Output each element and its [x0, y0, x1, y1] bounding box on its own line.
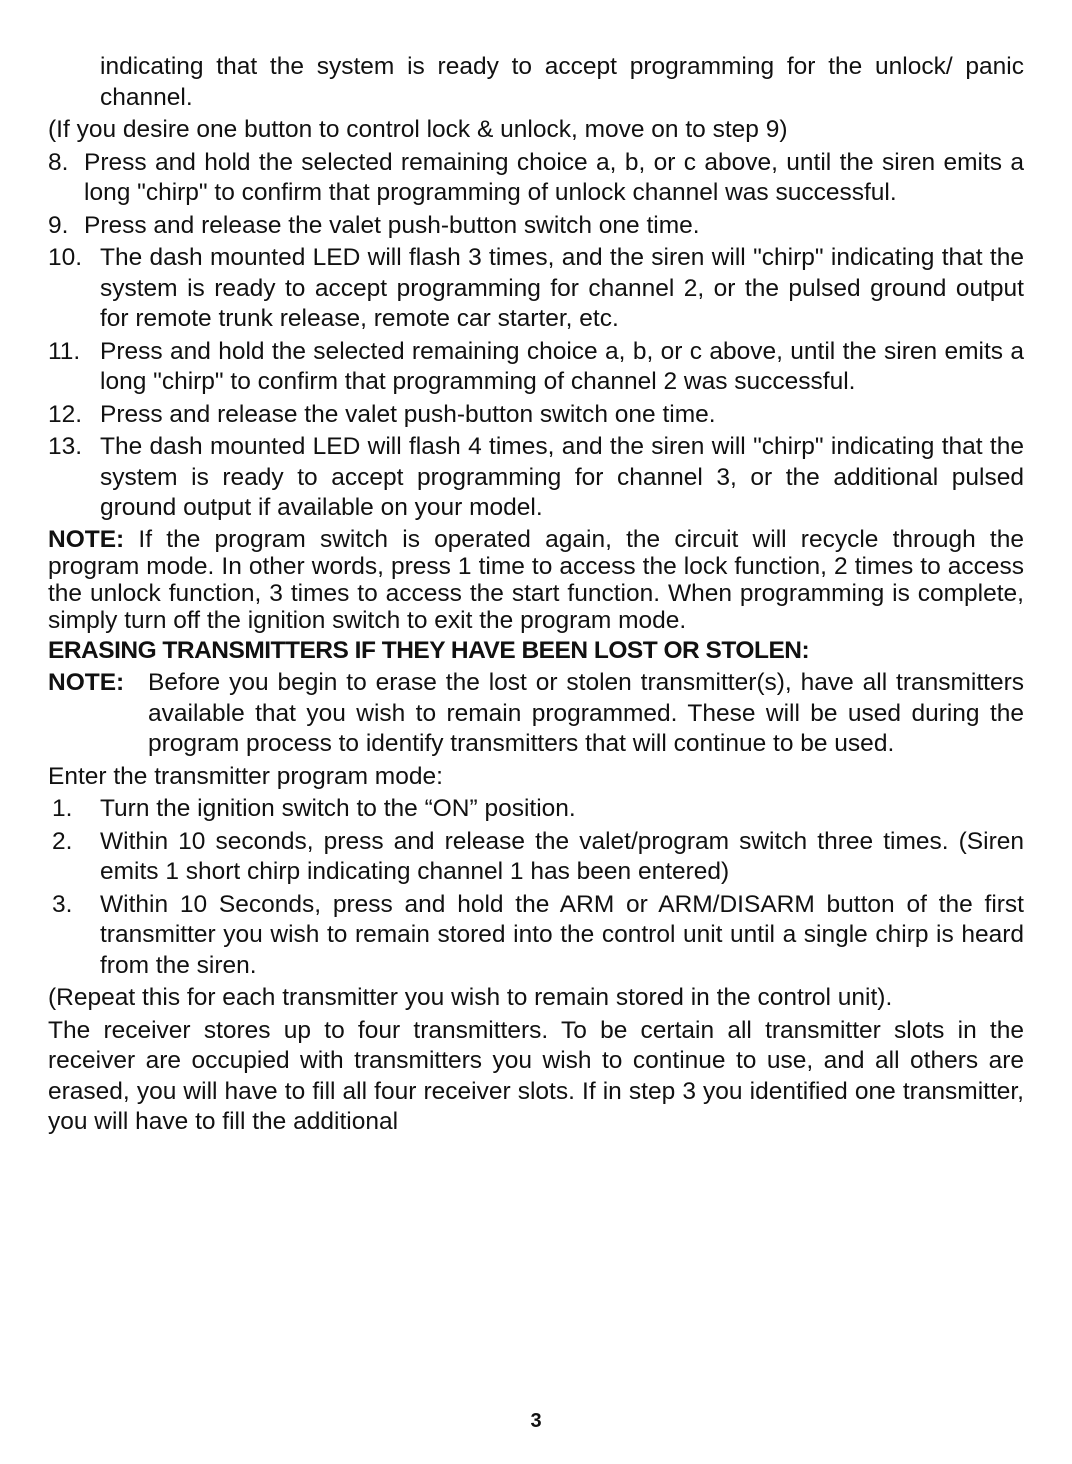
note-label: NOTE: — [48, 669, 125, 696]
erase-step-3 — [48, 890, 1024, 982]
page-number: 3 — [530, 1410, 542, 1432]
step-text: Press and hold the selected remaining choice a, b, or c above, until the siren emits a long "chirp" to confirm that programming of channel 2 was successful. — [100, 337, 1024, 395]
step-text: Within 10 seconds, press and release the valet/program switch three times. (Siren emits 1 short chirp indicating channel 1 has been entered) — [100, 827, 1024, 885]
step-number: 12. — [48, 400, 83, 428]
erase-step-1 — [48, 794, 1024, 825]
step-number: 3. — [52, 890, 73, 918]
continuation-text: indicating that the system is ready to accept programming for the unlock/ panic channel. — [100, 53, 1024, 111]
step-number: 1. — [52, 795, 73, 822]
step-13 — [48, 432, 1024, 524]
receiver-paragraph: The receiver stores up to four transmitters. To be certain all transmitter slots in the receiver are occupied with transmitters you wish to continue to use, and all others are erased, you will have to fill all four receiver slots. If in step 3 you identified one transmitter, you will have to fill the additional — [48, 1016, 1024, 1135]
step-text: Within 10 Seconds, press and hold the ARM or ARM/DISARM button of the first transmitter you wish to remain stored into the control unit until a single chirp is heard from the siren. — [100, 890, 1024, 979]
step-text: The dash mounted LED will flash 4 times, and the siren will "chirp" indicating that the system is ready to accept programming for channel 3, or the additional pulsed ground output if available on your model. — [100, 433, 1024, 521]
step-11 — [48, 337, 1024, 398]
program-mode-note — [48, 526, 1024, 634]
step-text: The dash mounted LED will flash 3 times, and the siren will "chirp" indicating that the system is ready to accept programming for channel 2, or the pulsed ground output for remote trunk release, remote car starter, etc. — [100, 244, 1024, 332]
step-text: Press and release the valet push-button switch one time. — [84, 211, 700, 239]
step-number: 9. — [48, 211, 69, 239]
erase-step-2 — [48, 827, 1024, 888]
step-text: Turn the ignition switch to the “ON” position. — [100, 795, 576, 822]
step-9 — [48, 211, 1024, 242]
step9-aside: (If you desire one button to control lock & unlock, move on to step 9) — [48, 116, 788, 143]
note-text: Before you begin to erase the lost or stolen transmitter(s), have all transmitters available that you wish to remain programmed. These will be used during the program process to identify transmitters that will continue to be used. — [148, 669, 1024, 757]
step-number: 13. — [48, 433, 83, 460]
repeat-note: (Repeat this for each transmitter you wish to remain stored in the control unit). — [48, 984, 893, 1011]
step-text: Press and hold the selected remaining choice a, b, or c above, until the siren emits a long "chirp" to confirm that programming of unlock channel was successful. — [84, 148, 1024, 206]
erasing-heading: ERASING TRANSMITTERS IF THEY HAVE BEEN LOST OR STOLEN: — [48, 636, 810, 664]
note-text: If the program switch is operated again, the circuit will recycle through the program mode. In other words, press 1 time to access the lock function, 2 times to access the unlock function, 3 times to access the start function. When programming is complete, simply turn off the ignition switch to exit the program mode. — [48, 525, 1024, 634]
step-12 — [48, 400, 1024, 431]
step-10 — [48, 243, 1024, 335]
enter-mode-text: Enter the transmitter program mode: — [48, 762, 443, 790]
manual-page — [48, 52, 1024, 1140]
step-number: 11. — [48, 337, 81, 365]
note-label: NOTE: — [48, 525, 125, 553]
step-text: Press and release the valet push-button switch one time. — [100, 400, 716, 428]
erase-note — [48, 668, 1024, 760]
step-number: 10. — [48, 244, 83, 271]
step-number: 2. — [52, 827, 73, 855]
step-8 — [48, 148, 1024, 209]
step-number: 8. — [48, 148, 69, 176]
